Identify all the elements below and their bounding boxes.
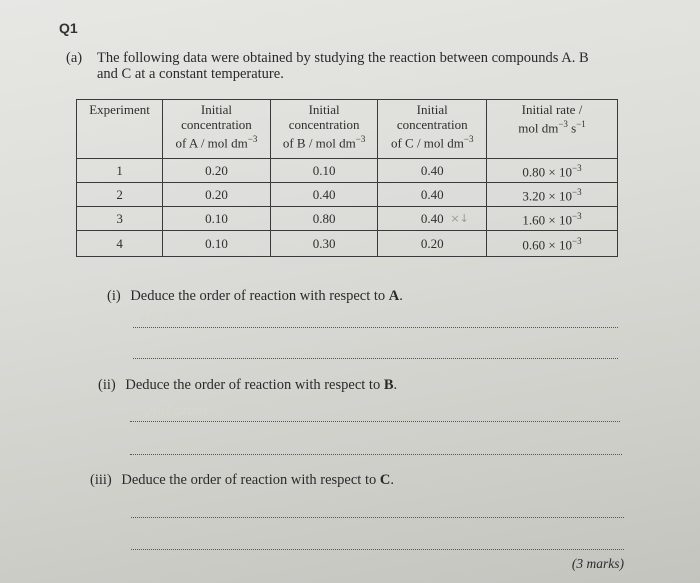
sub-compound: B — [383, 377, 394, 393]
sub-question-ii: (ii) Deduce the order of reaction with respect to B. — [98, 377, 398, 393]
cell-experiment: 2 — [77, 183, 163, 207]
sub-question-iii: (iii) Deduce the order of reaction with respect to C. — [90, 472, 394, 488]
question-number: Q1 — [59, 20, 78, 36]
sub-text: Deduce the order of reaction with respect to — [130, 288, 389, 304]
intro-line-2: and C at a constant temperature. — [97, 66, 284, 82]
sub-text: Deduce the order of reaction with respect to — [121, 472, 380, 488]
cell-rate: $0.60 \times 10^{-3}$ — [487, 231, 618, 257]
answer-line[interactable] — [133, 327, 618, 328]
part-label: (a) — [66, 50, 83, 66]
cell-conc-b: 0.40 — [270, 183, 378, 207]
cell-conc-a: 0.10 — [163, 231, 271, 257]
table-row — [77, 207, 618, 231]
intro-line-1: The following data were obtained by studying the reaction between compounds A. B — [97, 50, 589, 66]
cell-conc-b: 0.30 — [270, 231, 378, 257]
table-row — [77, 159, 618, 183]
marks-label: (3 marks) — [571, 556, 624, 571]
cell-conc-c: 0.40 ×↓ — [378, 207, 487, 231]
sub-label: (i) — [107, 288, 121, 304]
cell-conc-a: 0.20 — [163, 159, 271, 183]
cell-experiment: 1 — [77, 159, 163, 183]
header-conc-c: Initial concentration of C / mol $dm^{-3}$ — [378, 100, 487, 159]
table-row — [77, 231, 618, 257]
cell-experiment: 4 — [77, 231, 163, 257]
answer-line[interactable] — [131, 517, 624, 518]
answer-line[interactable] — [130, 454, 622, 455]
handwritten-answer-ii: 2nd order — [145, 404, 209, 419]
sub-text: Deduce the order of reaction with respect to — [125, 377, 384, 393]
sub-label: (ii) — [98, 377, 116, 393]
cell-rate: $1.60 \times 10^{-3}$ — [487, 207, 618, 231]
header-experiment: Experiment — [77, 100, 163, 159]
header-row — [77, 100, 618, 159]
header-conc-a: Initial concentration of A / mol $dm^{-3}$ — [163, 100, 271, 159]
pencil-mark: ×↓ — [450, 212, 469, 225]
cell-rate: $3.20 \times 10^{-3}$ — [487, 183, 618, 207]
cell-experiment: 3 — [77, 207, 163, 231]
cell-rate: $0.80 \times 10^{-3}$ — [487, 159, 618, 183]
answer-line[interactable] — [130, 421, 620, 422]
answer-line[interactable] — [131, 549, 624, 550]
cell-conc-b: 0.10 — [270, 159, 378, 183]
answer-line[interactable] — [133, 358, 618, 359]
sub-question-i: (i) Deduce the order of reaction with respect to A. — [107, 288, 403, 304]
table-row — [77, 183, 618, 207]
cell-conc-c: 0.40 — [378, 159, 487, 183]
header-initial-rate: Initial rate / mol $dm^{-3}$ $s^{-1}$ — [487, 100, 618, 159]
cell-conc-a: 0.10 — [163, 207, 271, 231]
sub-compound: A — [388, 288, 400, 304]
sub-label: (iii) — [90, 472, 112, 488]
cell-conc-a: 0.20 — [163, 183, 271, 207]
sub-compound: C — [379, 472, 391, 488]
handwritten-answer-i: 1st order — [140, 309, 200, 324]
cell-conc-b: 0.80 — [270, 207, 378, 231]
data-table — [76, 99, 618, 257]
header-conc-b: Initial concentration of B / mol $dm^{-3}$ — [270, 100, 378, 159]
cell-conc-c: 0.20 — [378, 231, 487, 257]
cell-conc-c: 0.40 — [378, 183, 487, 207]
